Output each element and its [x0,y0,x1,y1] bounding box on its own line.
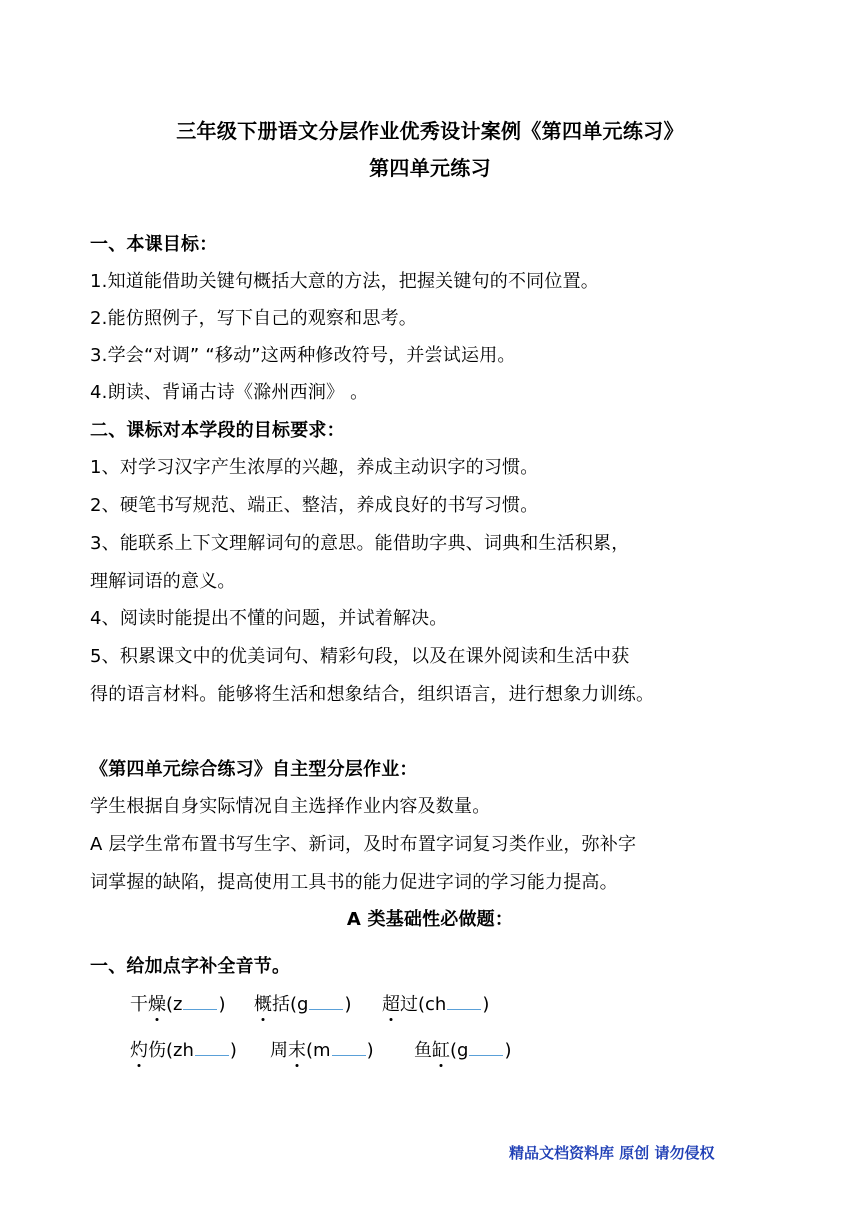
goal-item: 2.能仿照例子，写下自己的观察和思考。 [90,308,417,329]
dotted-character: 灼 [130,1036,148,1062]
dotted-character: 缸 [432,1036,450,1062]
answer-blank[interactable] [447,993,481,1010]
standard-line: 3、能联系上下文理解词句的意思。能借助字典、词典和生活积累， [90,533,630,554]
goal-item: 4.朗读、背诵古诗《滁州西涧》 。 [90,382,369,403]
homework-line: 学生根据自身实际情况自主选择作业内容及数量。 [90,796,491,817]
dotted-character: 超 [382,990,400,1016]
standard-line: 1、对学习汉字产生浓厚的兴趣，养成主动识字的习惯。 [90,457,539,478]
goal-item: 1.知道能借助关键句概括大意的方法，把握关键句的不同位置。 [90,271,599,292]
exercise-item: 概括(g ) [254,990,351,1016]
exercise-item: 超过(ch ) [382,990,489,1016]
section-heading-goals: 一、本课目标： [90,234,218,255]
answer-blank[interactable] [469,1039,503,1056]
exercise-item: 周末(m ) [270,1036,374,1062]
exercise-item: 灼伤(zh ) [130,1036,237,1062]
homework-line: 词掌握的缺陷，提高使用工具书的能力促进字词的学习能力提高。 [90,872,618,893]
goal-item: 3.学会“对调” “移动”这两种修改符号，并尝试运用。 [90,345,516,366]
standard-line: 5、积累课文中的优美词句、精彩句段，以及在课外阅读和生活中获 [90,646,630,667]
dotted-character: 末 [288,1036,306,1062]
standard-line: 理解词语的意义。 [90,571,236,592]
dotted-character: 燥 [148,990,166,1016]
standard-line: 得的语言材料。能够将生活和想象结合，组织语言，进行想象力训练。 [90,684,655,705]
section-heading-standards: 二、课标对本学段的目标要求： [90,420,345,441]
homework-heading: 《第四单元综合练习》自主型分层作业： [90,759,418,780]
answer-blank[interactable] [183,993,217,1010]
footer-watermark: 精品文档资料库 原创 请勿侵权 [509,1144,715,1162]
exercise-heading: 一、给加点字补全音节。 [90,956,291,977]
document-title: 三年级下册语文分层作业优秀设计案例《第四单元练习》 [176,119,684,143]
answer-blank[interactable] [309,993,343,1010]
exercise-item: 鱼缸(g ) [414,1036,511,1062]
homework-line: A 层学生常布置书写生字、新词，及时布置字词复习类作业，弥补字 [90,834,637,855]
standard-line: 4、阅读时能提出不懂的问题，并试着解决。 [90,608,448,629]
dotted-character: 概 [254,990,272,1016]
category-heading: A 类基础性必做题： [346,909,514,930]
answer-blank[interactable] [195,1039,229,1056]
answer-blank[interactable] [332,1039,366,1056]
exercise-item: 干燥(z ) [130,990,226,1016]
standard-line: 2、硬笔书写规范、端正、整洁，养成良好的书写习惯。 [90,495,539,516]
document-subtitle: 第四单元练习 [369,156,491,180]
